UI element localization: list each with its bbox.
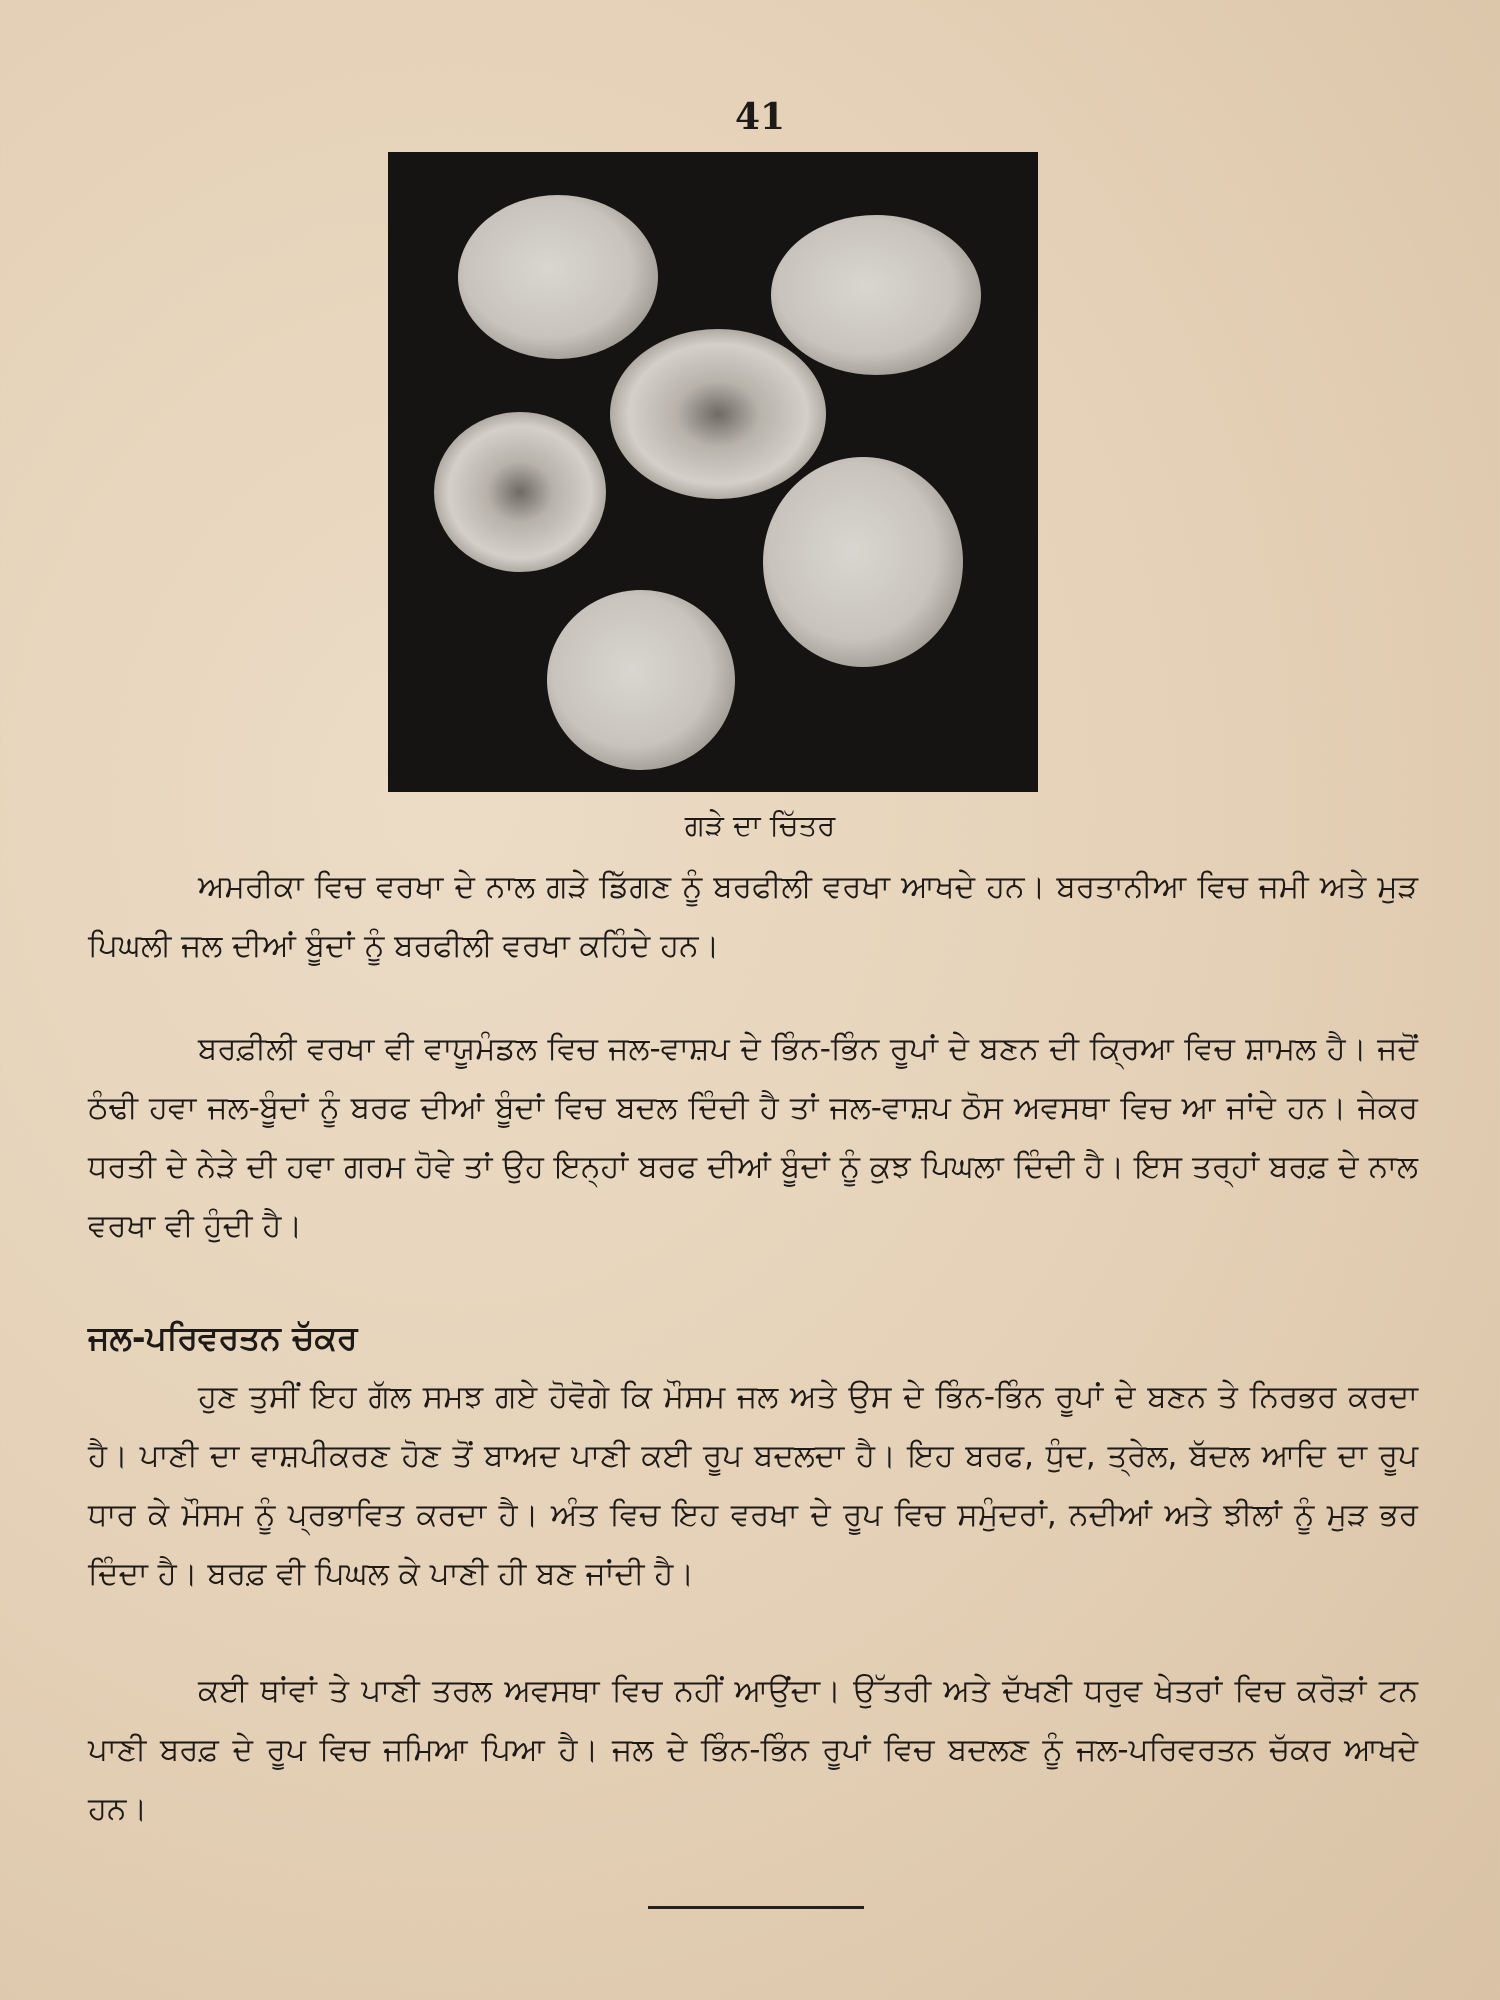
hailstones-illustration [388,152,1038,792]
paragraph-hail-america [88,858,1418,976]
hailstone [771,215,981,375]
page-number: 41 [734,96,786,138]
section-heading: ਜਲ-ਪਰਿਵਰਤਨ ਚੱਕਰ [88,1318,358,1357]
paragraph-text: ਕਈ ਥਾਂਵਾਂ ਤੇ ਪਾਣੀ ਤਰਲ ਅਵਸਥਾ ਵਿਚ ਨਹੀਂ ਆਉਂਦਾ। ਉੱਤਰੀ ਅਤੇ ਦੱਖਣੀ ਧਰੁਵ ਖੇਤਰਾਂ ਵਿਚ ਕਰੋੜਾਂ ਟਨ ਪਾਣੀ ਬਰਫ਼ ਦੇ ਰੂਪ ਵਿਚ ਜਮਿਆ ਪਿਆ ਹੈ। ਜਲ ਦੇ ਭਿੰਨ-ਭਿੰਨ ਰੂਪਾਂ ਵਿਚ ਬਦਲਣ ਨੂੰ ਜਲ-ਪਰਿਵਰਤਨ ਚੱਕਰ ਆਖਦੇ ਹਨ। [88,1673,1418,1827]
paragraph-text: ਬਰਫ਼ੀਲੀ ਵਰਖਾ ਵੀ ਵਾਯੂਮੰਡਲ ਵਿਚ ਜਲ-ਵਾਸ਼ਪ ਦੇ ਭਿੰਨ-ਭਿੰਨ ਰੂਪਾਂ ਦੇ ਬਣਨ ਦੀ ਕ੍ਰਿਆ ਵਿਚ ਸ਼ਾਮਲ ਹੈ। ਜਦੋਂ ਠੰਢੀ ਹਵਾ ਜਲ-ਬੂੰਦਾਂ ਨੂੰ ਬਰਫ ਦੀਆਂ ਬੂੰਦਾਂ ਵਿਚ ਬਦਲ ਦਿੰਦੀ ਹੈ ਤਾਂ ਜਲ-ਵਾਸ਼ਪ ਠੋਸ ਅਵਸਥਾ ਵਿਚ ਆ ਜਾਂਦੇ ਹਨ। ਜੇਕਰ ਧਰਤੀ ਦੇ ਨੇੜੇ ਦੀ ਹਵਾ ਗਰਮ ਹੋਵੇ ਤਾਂ ਉਹ ਇਨ੍ਹਾਂ ਬਰਫ ਦੀਆਂ ਬੂੰਦਾਂ ਨੂੰ ਕੁਝ ਪਿਘਲਾ ਦਿੰਦੀ ਹੈ। ਇਸ ਤਰ੍ਹਾਂ ਬਰਫ਼ ਦੇ ਨਾਲ ਵਰਖਾ ਵੀ ਹੁੰਦੀ ਹੈ। [88,1031,1418,1244]
paragraph-water-cycle [88,1368,1418,1604]
hailstone [458,195,658,359]
hailstone [434,412,606,572]
figure-caption: ਗੜੇ ਦਾ ਚਿੱਤਰ [684,808,836,842]
paragraph-sleet-formation [88,1020,1418,1256]
paragraph-text: ਹੁਣ ਤੁਸੀਂ ਇਹ ਗੱਲ ਸਮਝ ਗਏ ਹੋਵੋਗੇ ਕਿ ਮੌਸਮ ਜਲ ਅਤੇ ਉਸ ਦੇ ਭਿੰਨ-ਭਿੰਨ ਰੂਪਾਂ ਦੇ ਬਣਨ ਤੇ ਨਿਰਭਰ ਕਰਦਾ ਹੈ। ਪਾਣੀ ਦਾ ਵਾਸ਼ਪੀਕਰਣ ਹੋਣ ਤੋਂ ਬਾਅਦ ਪਾਣੀ ਕਈ ਰੂਪ ਬਦਲਦਾ ਹੈ। ਇਹ ਬਰਫ, ਧੁੰਦ, ਤ੍ਰੇਲ, ਬੱਦਲ ਆਦਿ ਦਾ ਰੂਪ ਧਾਰ ਕੇ ਮੌਸਮ ਨੂੰ ਪ੍ਰਭਾਵਿਤ ਕਰਦਾ ਹੈ। ਅੰਤ ਵਿਚ ਇਹ ਵਰਖਾ ਦੇ ਰੂਪ ਵਿਚ ਸਮੁੰਦਰਾਂ, ਨਦੀਆਂ ਅਤੇ ਝੀਲਾਂ ਨੂੰ ਮੁੜ ਭਰ ਦਿੰਦਾ ਹੈ। ਬਰਫ਼ ਵੀ ਪਿਘਲ ਕੇ ਪਾਣੀ ਹੀ ਬਣ ਜਾਂਦੀ ਹੈ। [88,1379,1418,1592]
hailstone [763,457,963,667]
hailstone [610,329,826,499]
paragraph-text: ਅਮਰੀਕਾ ਵਿਚ ਵਰਖਾ ਦੇ ਨਾਲ ਗੜੇ ਡਿੱਗਣ ਨੂੰ ਬਰਫੀਲੀ ਵਰਖਾ ਆਖਦੇ ਹਨ। ਬਰਤਾਨੀਆ ਵਿਚ ਜਮੀ ਅਤੇ ਮੁੜ ਪਿਘਲੀ ਜਲ ਦੀਆਂ ਬੂੰਦਾਂ ਨੂੰ ਬਰਫੀਲੀ ਵਰਖਾ ਕਹਿੰਦੇ ਹਨ। [88,869,1418,964]
hailstone [547,590,735,770]
end-divider [648,1906,864,1909]
paragraph-polar-ice [88,1662,1418,1839]
hailstones-photo [388,152,1038,792]
